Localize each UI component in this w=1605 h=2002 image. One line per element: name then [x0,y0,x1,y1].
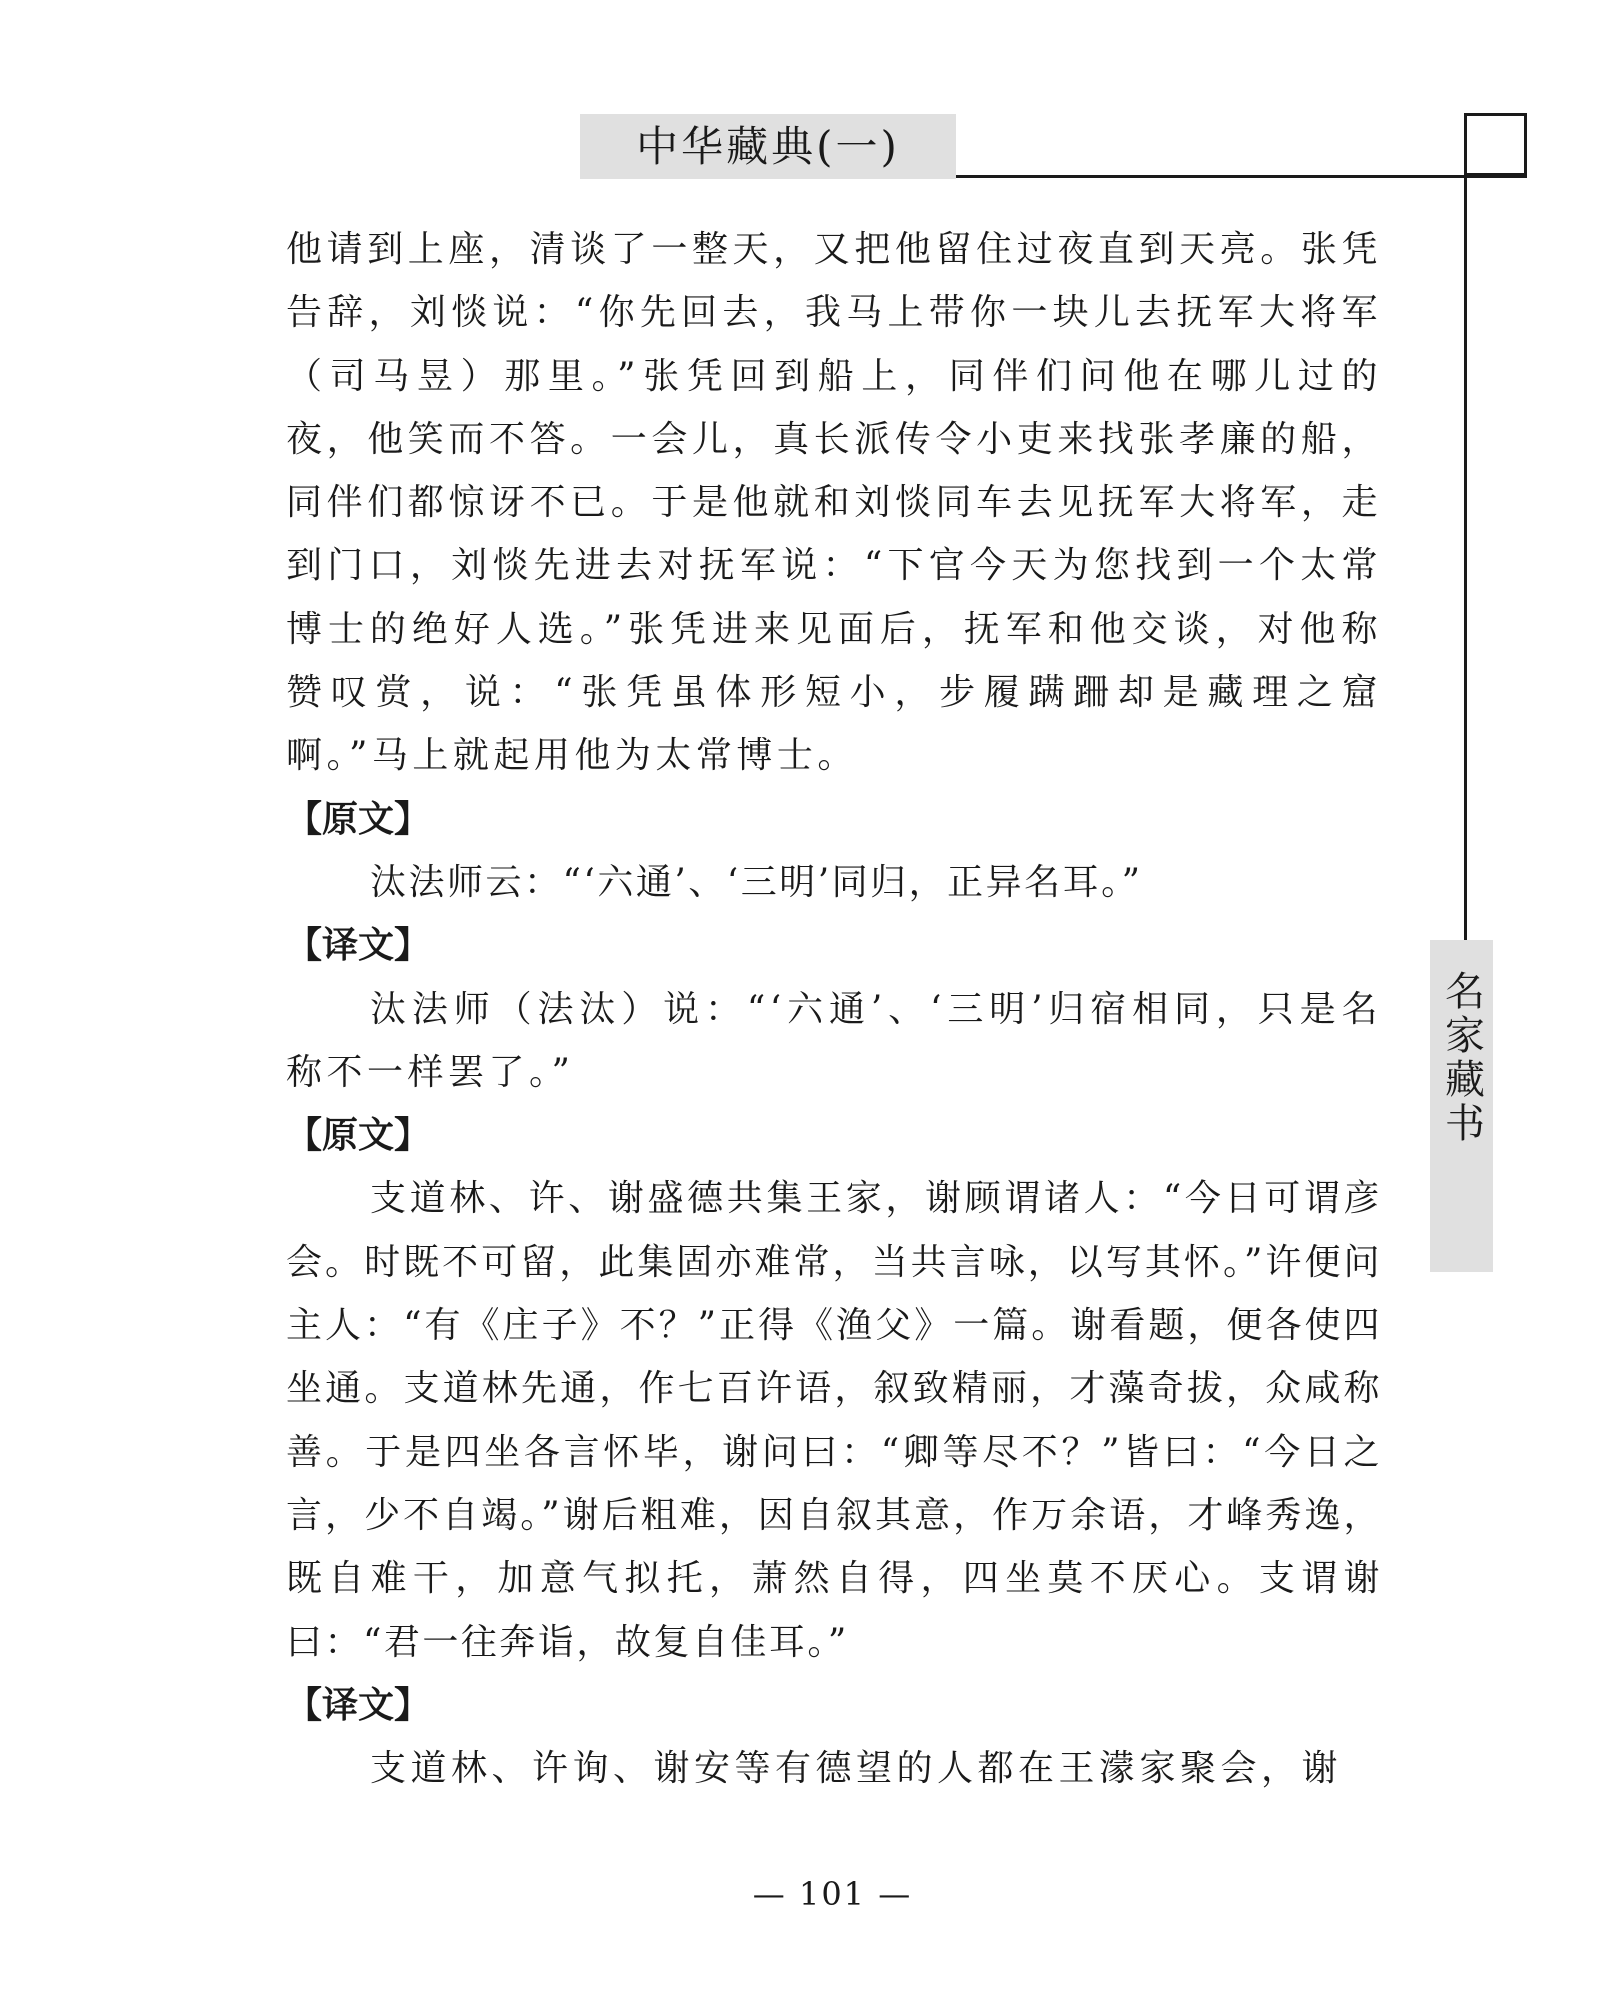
paragraph-translation: 支道林、许询、谢安等有德望的人都在王濛家聚会，谢 [370,1748,1343,1790]
section-heading-original: 【原文】 [286,1115,431,1157]
page-number: — 101 — [752,1875,913,1913]
section-heading-translation: 【译文】 [286,1684,431,1726]
paragraph-translation: 汰法师（法汰）说：“‘六通’、‘三明’归宿相同，只是名称不一样罢了。” [286,988,1382,1093]
running-header-title: 中华藏典(一) [580,114,956,179]
paragraph-translation: 他请到上座，清谈了一整天，又把他留住过夜直到天亮。张凭告辞，刘惔说：“你先回去，我马上带你一块儿去抚军大将军（司马昱）那里。”张凭回到船上，同伴们问他在哪儿过的夜，他笑而不答。一会儿，真长派传令小吏来找张孝廉的船，同伴们都惊讶不已。于是他就和刘惔同车去见抚军大将军，走到门口，刘惔先进去对抚军说：“下官今天为您找到一个太常博士的绝好人选。”张凭进来见面后，抚军和他交谈，对他称赞叹赏，说：“张凭虽体形短小，步履蹒跚却是藏理之窟啊。”马上就起用他为太常博士。 [286,229,1382,777]
paragraph-original: 支道林、许、谢盛德共集王家，谢顾谓诸人：“今日可谓彦会。时既不可留，此集固亦难常，当共言咏，以写其怀。”许便问主人：“有《庄子》不？”正得《渔父》一篇。谢看题，便各使四坐通。支道林先通，作七百许语，叙致精丽，才藻奇拔，众咸称善。于是四坐各言怀毕，谢问曰：“卿等尽不？”皆曰：“今日之言，少不自竭。”谢后粗难，因自叙其意，作万余语，才峰秀逸，既自难干，加意气拟托，萧然自得，四坐莫不厌心。支谓谢曰：“君一往奔诣，故复自佳耳。” [286,1178,1382,1663]
paragraph-original: 汰法师云：“‘六通’、‘三明’同归，正异名耳。” [370,861,1143,903]
header-rule [956,175,1527,178]
side-rule [1464,113,1467,941]
section-heading-original: 【原文】 [286,798,431,840]
section-heading-translation: 【译文】 [286,925,431,967]
corner-box-ornament [1464,113,1527,176]
page-body [286,218,1382,1800]
side-tab [1430,940,1493,1272]
side-tab-label: 名家藏书 [1438,970,1485,1146]
